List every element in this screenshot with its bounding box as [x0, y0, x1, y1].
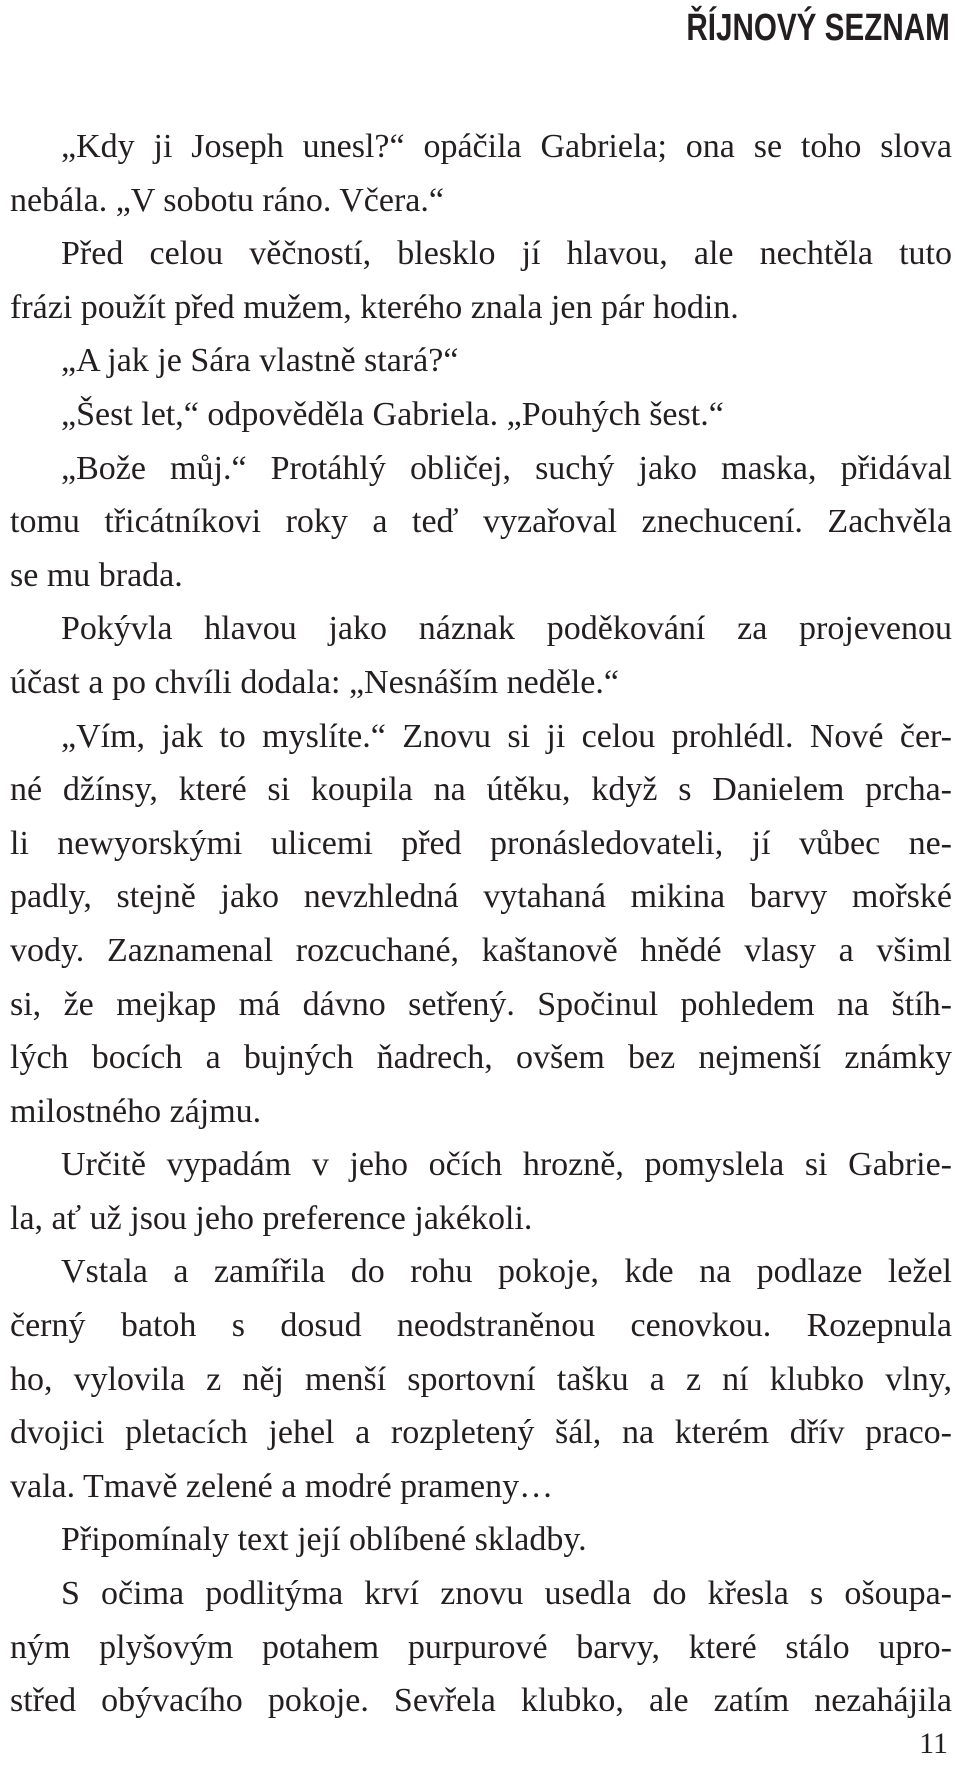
text-line: nebála. „V sobotu ráno. Včera.“: [10, 181, 444, 219]
text-line: frázi použít před mužem, kterého znala jen pár hodin.: [10, 288, 739, 326]
text-line: Pokývla hlavou jako náznak poděkování za projevenou: [61, 610, 952, 648]
body-text: [10, 120, 952, 1728]
text-line: účast a po chvíli dodala: „Nesnáším neděle.“: [10, 663, 619, 701]
text-line: Před celou věčností, blesklo jí hlavou, ale nechtěla tuto: [61, 235, 952, 273]
text-line: lých bocích a bujných ňadrech, ovšem bez nejmenší známky: [10, 1039, 952, 1077]
text-line: Určitě vypadám v jeho očích hrozně, pomyslela si Gabrie-: [61, 1146, 952, 1184]
text-line: né džínsy, které si koupila na útěku, když s Danielem prcha-: [10, 771, 952, 809]
text-line: li newyorskými ulicemi před pronásledovateli, jí vůbec ne-: [10, 824, 952, 862]
text-line: tomu třicátníkovi roky a teď vyzařoval znechucení. Zachvěla: [10, 503, 952, 541]
text-line: la, ať už jsou jeho preference jakékoli.: [10, 1199, 533, 1237]
text-line: se mu brada.: [10, 556, 183, 594]
text-line: dvojici pletacích jehel a rozpletený šál, na kterém dřív praco-: [10, 1414, 952, 1452]
text-line: ho, vylovila z něj menší sportovní tašku a z ní klubko vlny,: [10, 1360, 952, 1398]
text-line: Vstala a zamířila do rohu pokoje, kde na podlaze ležel: [61, 1253, 952, 1291]
text-line: S očima podlitýma krví znovu usedla do křesla s ošoupa-: [61, 1575, 952, 1613]
text-line: vody. Zaznamenal rozcuchané, kaštanově hnědé vlasy a všiml: [10, 931, 952, 969]
text-line: střed obývacího pokoje. Sevřela klubko, ale zatím nezahájila: [10, 1682, 952, 1720]
text-line: „Šest let,“ odpověděla Gabriela. „Pouhých šest.“: [61, 395, 724, 433]
text-line: ným plyšovým potahem purpurové barvy, které stálo upro-: [10, 1628, 952, 1666]
text-line: padly, stejně jako nevzhledná vytahaná mikina barvy mořské: [10, 878, 952, 916]
page-number: 11: [919, 1727, 948, 1760]
text-line: si, že mejkap má dávno setřený. Spočinul pohledem na štíh-: [10, 985, 952, 1023]
text-line: „A jak je Sára vlastně stará?“: [61, 342, 459, 380]
text-line: „Kdy ji Joseph unesl?“ opáčila Gabriela; ona se toho slova: [61, 128, 952, 165]
text-line: milostného zájmu.: [10, 1092, 262, 1130]
running-header: ŘÍJNOVÝ SEZNAM: [686, 7, 950, 49]
text-line: „Bože můj.“ Protáhlý obličej, suchý jako maska, přidával: [61, 449, 952, 487]
text-line: Připomínaly text její oblíbené skladby.: [61, 1521, 587, 1559]
text-line: vala. Tmavě zelené a modré prameny…: [10, 1467, 554, 1505]
text-line: „Vím, jak to myslíte.“ Znovu si ji celou prohlédl. Nové čer-: [61, 717, 952, 755]
text-line: černý batoh s dosud neodstraněnou cenovkou. Rozepnula: [10, 1307, 952, 1345]
